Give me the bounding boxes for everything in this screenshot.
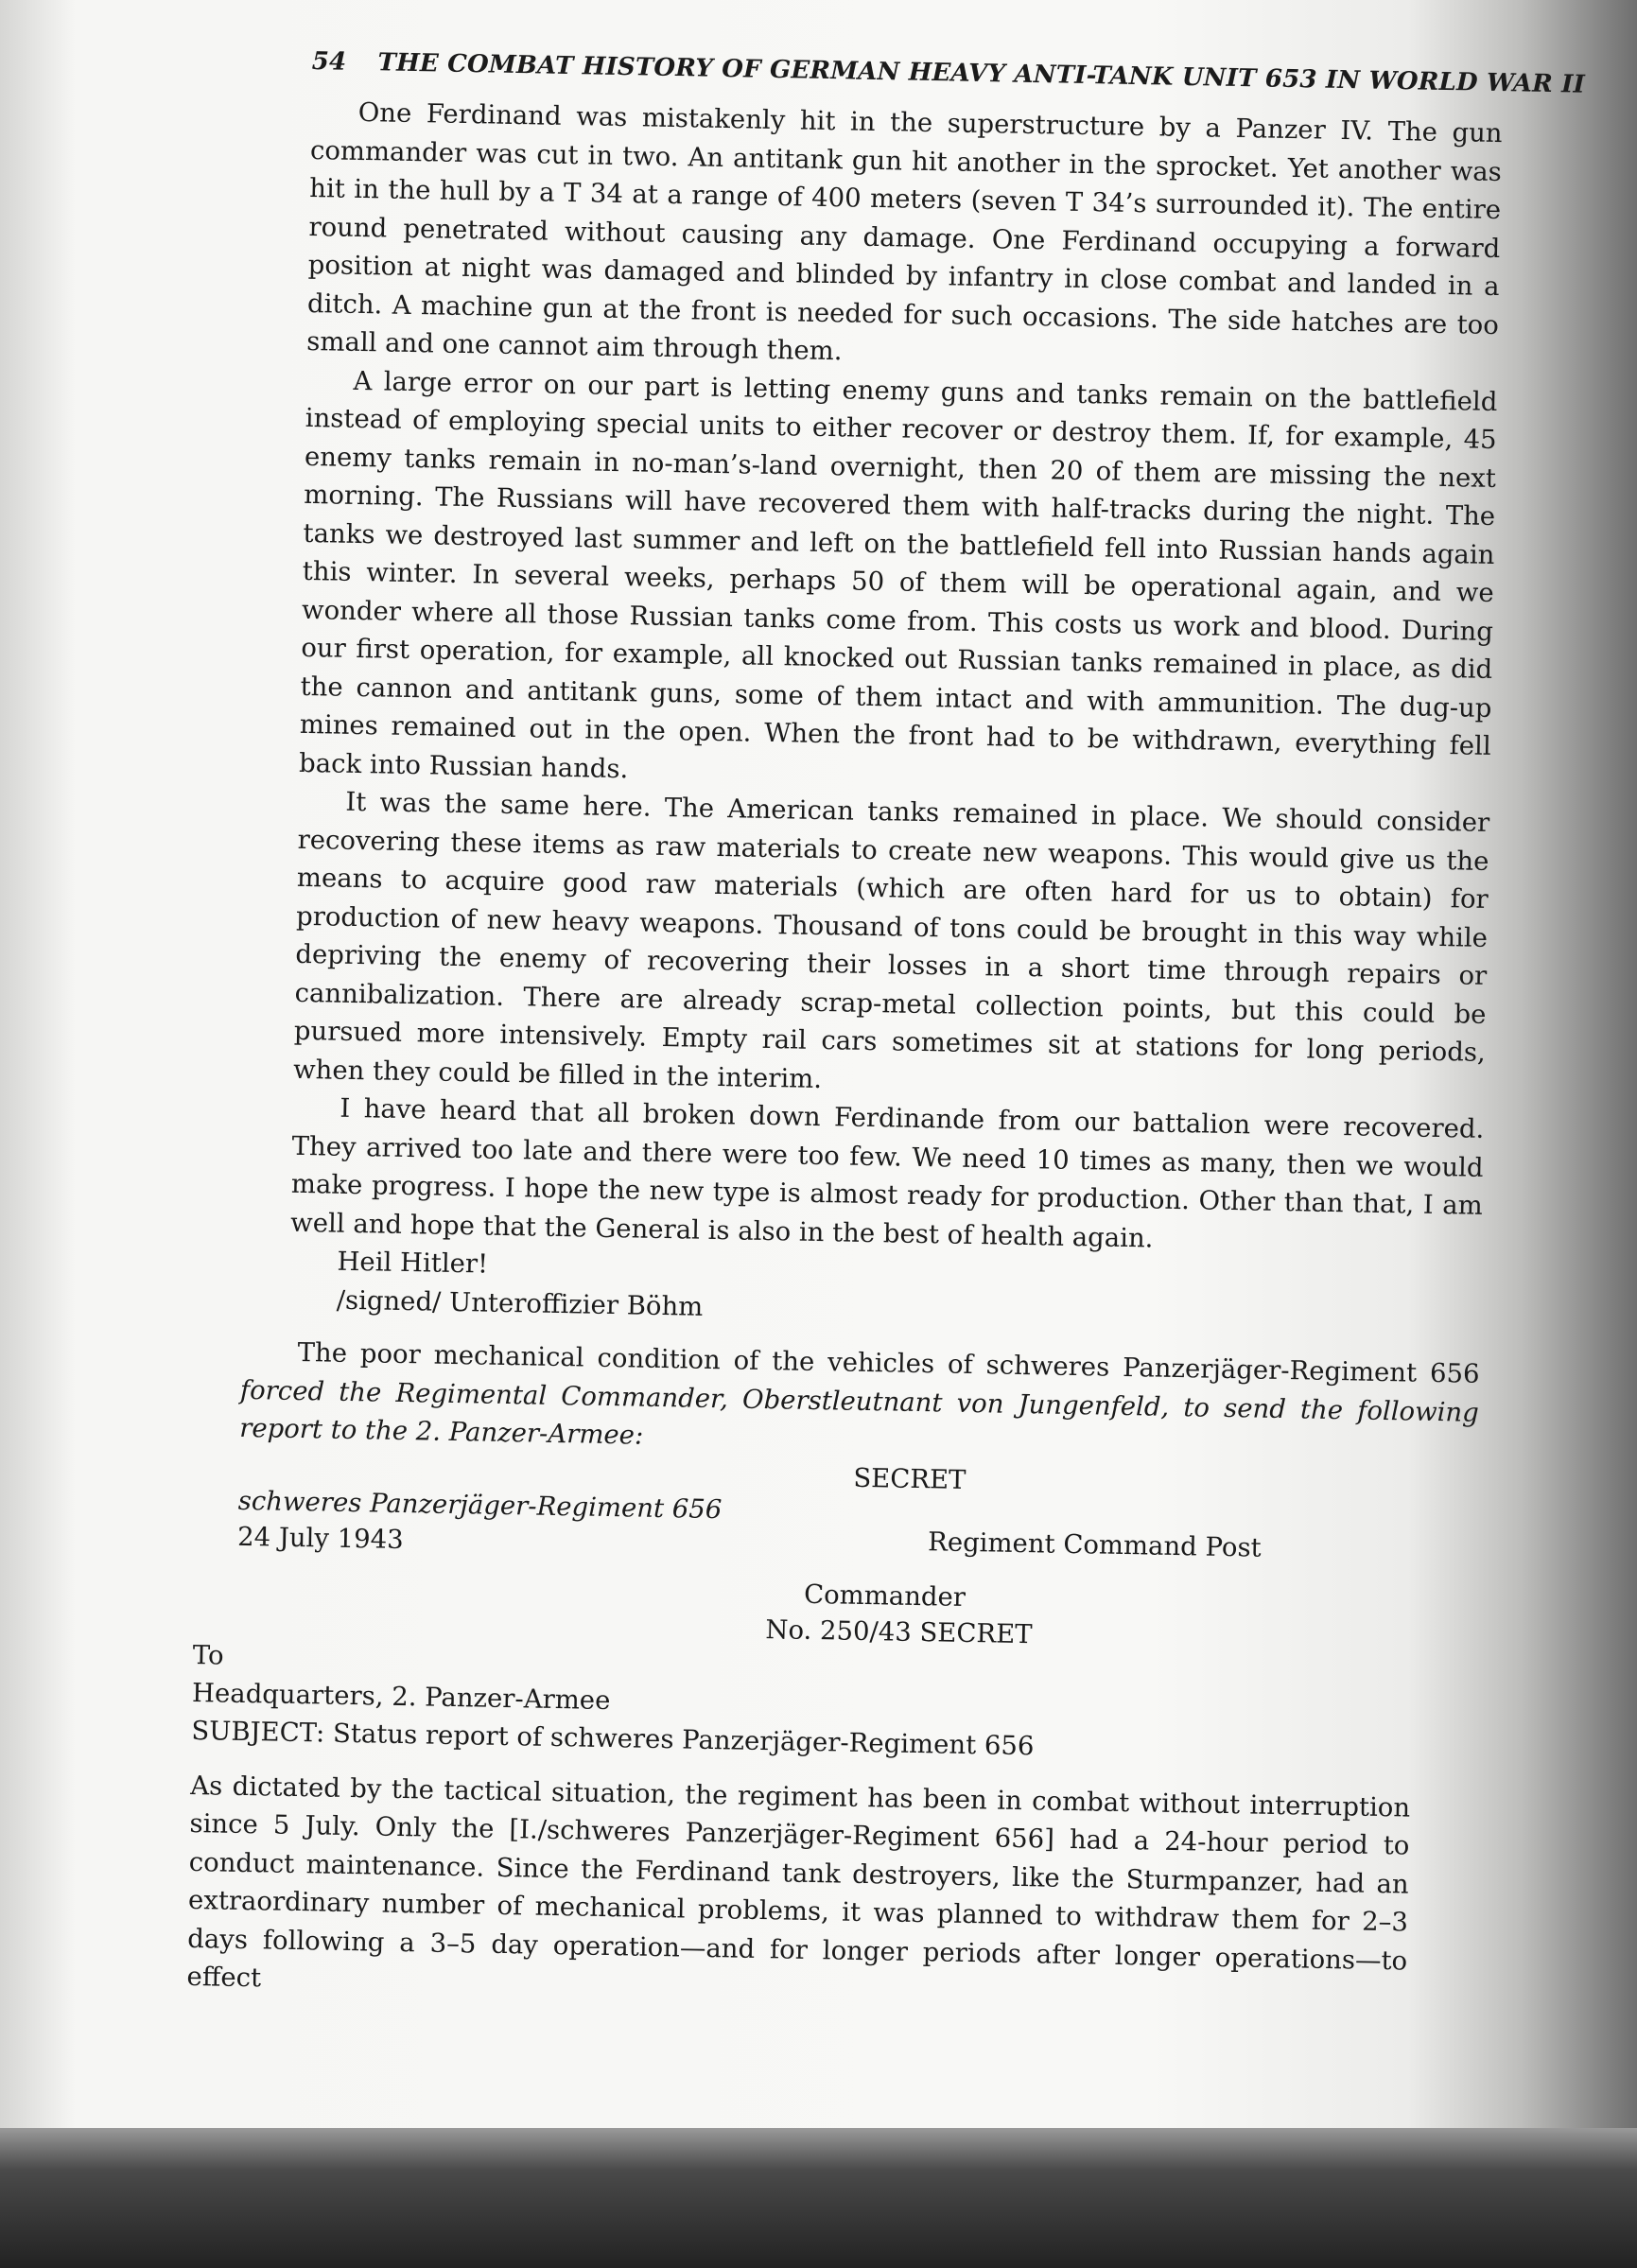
- memo-subject: SUBJECT: Status report of schweres Panzerjäger-Regiment 656: [191, 1715, 1035, 1761]
- page-number: 54: [311, 47, 347, 77]
- scanner-border: [0, 2128, 1637, 2268]
- memo-classification: SECRET: [853, 1462, 967, 1495]
- memo-number: No. 250/43 SECRET: [765, 1614, 1033, 1649]
- memo-addressee: Headquarters, 2. Panzer-Armee: [191, 1677, 611, 1716]
- memo-date: 24 July 1943: [236, 1521, 404, 1555]
- binding-shadow: [0, 0, 76, 2137]
- letter-body: [290, 93, 1503, 1264]
- memo-from: Commander: [803, 1579, 967, 1613]
- running-title: THE COMBAT HISTORY OF GERMAN HEAVY ANTI-TANK UNIT 653 IN WORLD WAR II: [377, 48, 1586, 99]
- memo-heading: [235, 1447, 1477, 1659]
- report-paragraph: As dictated by the tactical situation, the regiment has been in combat without interruption since 5 July. Only the [I./schweres Panzerjäger-Regiment 656] had a 24-hour period to conduct maintenance. Since the Ferdinand tank destroyers, like the Sturmpanzer, had an extraordinary number of mechanical problems, it was planned to withdraw them for 2–3 days following a 3–5 day operation—and for longer periods after longer operations—to effect: [186, 1770, 1411, 1994]
- report-introduction: [239, 1333, 1480, 1470]
- report-body: [186, 1766, 1410, 2018]
- memo-address-block: [191, 1635, 1512, 1773]
- letter-paragraph: One Ferdinand was mistakenly hit in the superstructure by a Panzer IV. The gun commander was cut in two. An antitank gun hit another in the sprocket. Yet another was hit in the hull by a T 34 at a range of 400 meters (seven T 34’s surrounded it). The entire round penetrated without causing any damage. One Ferdinand occupying a forward position at night was damaged and blinded by infantry in close combat and landed in a ditch. A machine gun at the front is needed for such occasions. The side hatches are too small and one cannot aim through them.: [306, 96, 1503, 367]
- intro-lead: The poor mechanical condition of the vehicles of schweres Panzerjäger-Regiment 656: [297, 1336, 1480, 1389]
- letter-closing: Heil Hitler!: [337, 1246, 489, 1280]
- page-content: [186, 47, 1586, 2020]
- letter-paragraph: It was the same here. The American tanks remained in place. We should consider recovering these items as raw materials to create new weapons. This would give us the means to acquire good raw materials (which are often hard for us to obtain) for production of new heavy weapons. Thousand of tons could be brought in this way while depriving the enemy of recovering their losses in a short time through repairs or cannibalization. There are already scrap-metal collection points, but this could be pursued more intensively. Empty rail cars sometimes sit at stations for long periods, when they could be filled in the interim.: [292, 786, 1490, 1094]
- memo-to-label: To: [192, 1639, 224, 1671]
- letter-paragraph: I have heard that all broken down Ferdinande from our battalion were recovered. They arrived too late and there were too few. We need 10 times as many, then we would make progress. I hope the new type is almost ready for production. Other than that, I am well and hope that the General is also in the best of health again.: [289, 1092, 1485, 1254]
- letter-paragraph: A large error on our part is letting enemy guns and tanks remain on the battlefield instead of employing special units to either recover or destroy them. If, for example, 45 enemy tanks remain in no-man’s-land overnight, then 20 of them are missing the next morning. The Russians will have recovered them with half-tracks during the night. The tanks we destroyed last summer and left on the battlefield fell into Russian hands again this winter. In several weeks, perhaps 50 of them will be operational again, and we wonder where all those Russian tanks come from. This costs us work and blood. During our first operation, for example, all knocked out Russian tanks remained in place, as did the cannon and antitank guns, some of them intact and with ammunition. The dug-up mines remained out in the open. When the front had to be withdrawn, everything fell back into Russian hands.: [298, 365, 1498, 784]
- letter-signature: /signed/ Unteroffizier Böhm: [336, 1284, 704, 1322]
- intro-italic: forced the Regimental Commander, Oberstleutnant von Jungenfeld, to send the following report to the 2. Panzer-Armee:: [238, 1374, 1480, 1451]
- memo-post: Regiment Command Post: [927, 1526, 1262, 1563]
- memo-unit: schweres Panzerjäger-Regiment 656: [237, 1485, 723, 1525]
